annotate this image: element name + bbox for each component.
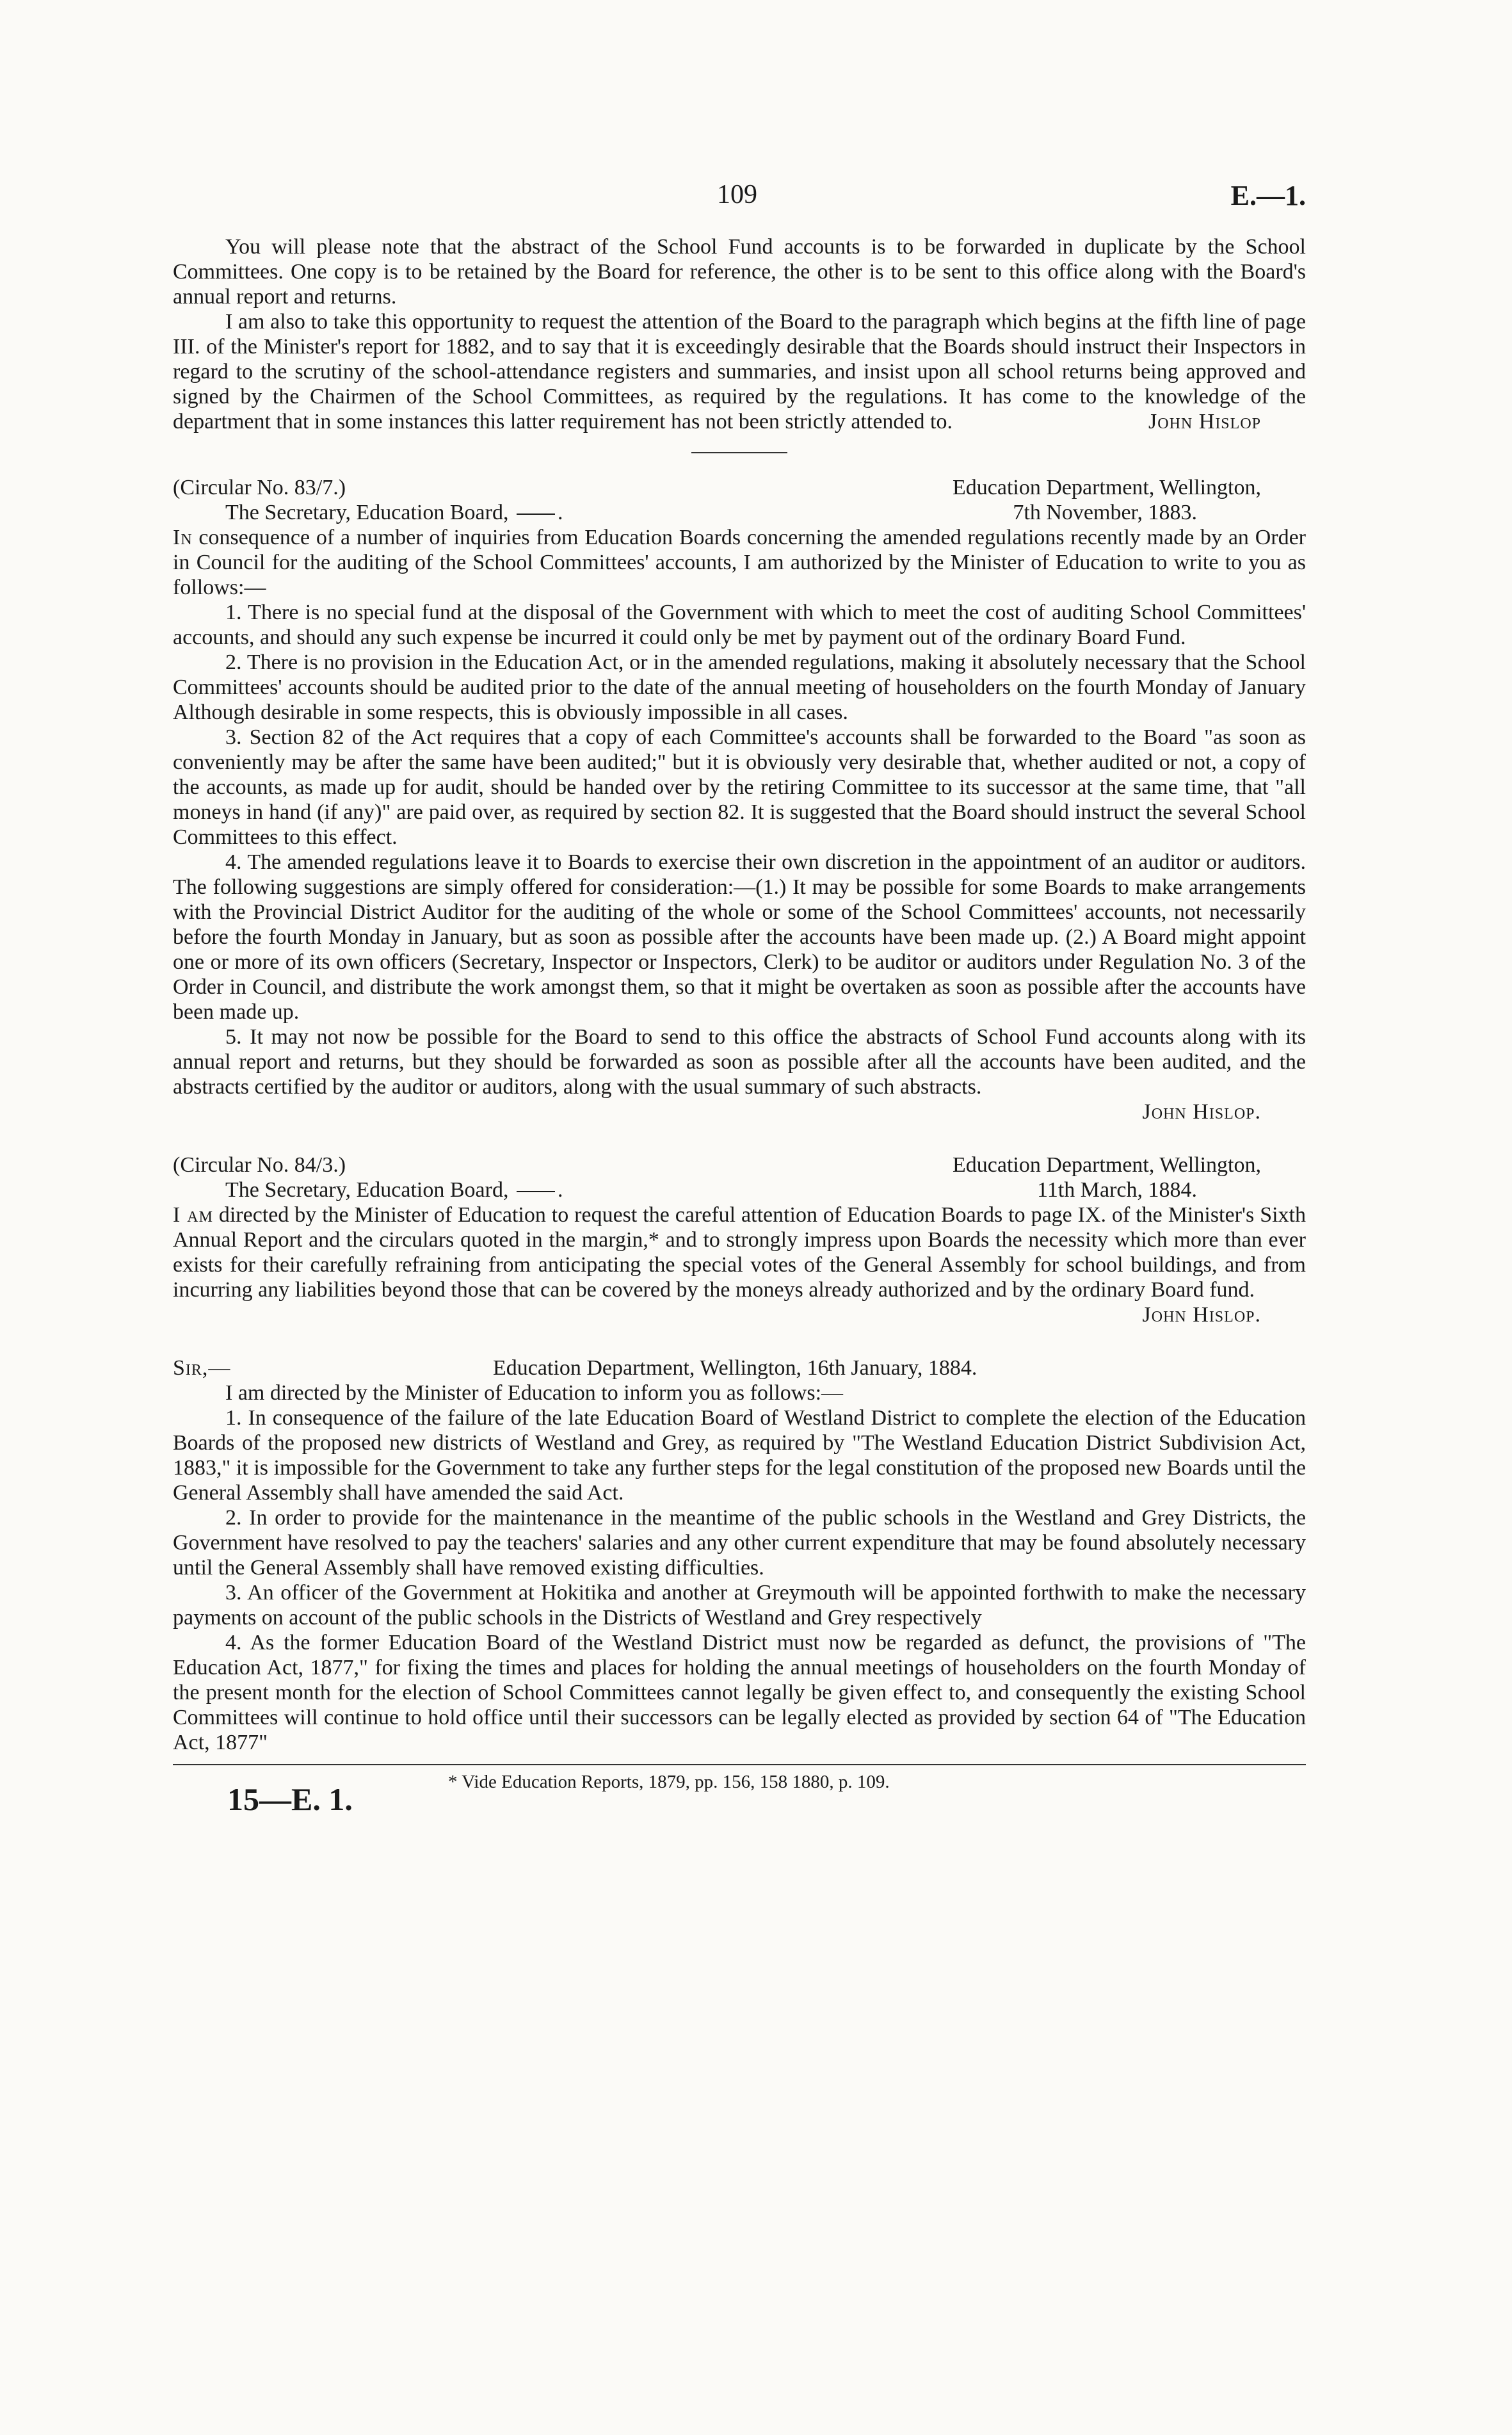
document-reference: E.—1. [1230,180,1306,211]
addressee: The Secretary, Education Board, [225,1178,509,1202]
section-circular-84-3 [173,1153,1306,1327]
circular-number: (Circular No. 83/7.) [173,476,346,499]
paragraph: 2. In order to provide for the maintenance in the meantime of the public schools in the Westland and Grey Districts, the Government have resolved to pay the teachers' salaries and any other current expenditure that may be found absolutely necessary until the General Assembly shall have removed existing difficulties. [173,1506,1306,1580]
salutation-row [173,1355,1306,1380]
section-westland-letter [173,1355,1306,1755]
intro-paragraph [173,525,1306,600]
section-school-fund-note [173,234,1306,434]
signature: John Hislop. [1142,1303,1261,1327]
paragraph: You will please note that the abstract of the School Fund accounts is to be forwarded in duplicate by the School Committees. One copy is to be retained by the Board for reference, the other is to be sent to this office along with the Board's annual report and returns. [173,235,1306,309]
salutation: Sir,— [173,1356,231,1380]
circular-number: (Circular No. 84/3.) [173,1153,346,1177]
signature-mark: 15—E. 1. [227,1781,353,1817]
intro-text: consequence of a number of inquiries from Education Boards concerning the amended regulations recently made by an Order in Council for the auditing of the School Committees' accounts, I am authorized by the Minister of Education to write to you as follows:— [173,526,1306,599]
paragraph: 5. It may not now be possible for the Board to send to this office the abstracts of School Fund accounts along with its annual report and returns, but they should be forwarded as soon as possible after all the accounts have been audited, and the abstracts certified by the auditor or auditors, along with the usual summary of such abstracts. [173,1025,1306,1099]
circular-date: 11th March, 1884. [1037,1178,1197,1202]
circular-date: 7th November, 1883. [1013,501,1197,524]
body-text: directed by the Minister of Education to request the careful attention of Education Boards to page IX. of the Minister's Sixth Annual Report and the circulars quoted in the margin,* and to strongly impress upon Boards the necessity which more than ever exists for their carefully refraining from anticipating the special votes of the General Assembly for school buildings, and from incurring any liabilities beyond those that can be covered by the moneys already authorized and by the ordinary Board fund. [173,1203,1306,1302]
signature: John Hislop. [1142,1100,1261,1124]
spacer [173,1327,1306,1355]
paragraph: 4. As the former Education Board of the Westland District must now be regarded as defunct, the provisions of "The Education Act, 1877," for fixing the times and places for holding the annual meetings of householders on the fourth Monday of the present month for the election of School Committees cannot legally be given effect to, and consequently the existing School Committees will continue to hold office until their successors can be legally elected as provided by section 64 of "The Education Act, 1877" [173,1631,1306,1754]
office-date: Education Department, Wellington, 16th January, 1884. [493,1356,977,1380]
intro-paragraph: I am directed by the Minister of Education to inform you as follows:— [225,1381,844,1405]
page-number: 109 [717,180,757,209]
addressee: The Secretary, Education Board, [225,501,509,524]
paragraph: 3. An officer of the Government at Hokitika and another at Greymouth will be appointed forthwith to make the necessary payments on account of the public schools in the Districts of Westland and Grey respectively [173,1581,1306,1630]
lead-word: In [173,526,193,549]
blank-dash [517,1191,555,1192]
footnote: * Vide Education Reports, 1879, pp. 156, 158 1880, p. 109. [448,1772,890,1792]
body-paragraph [173,1202,1306,1302]
lead-word: I am [173,1203,213,1227]
paragraph: I am also to take this opportunity to request the attention of the Board to the paragraph which begins at the fifth line of page III. of the Minister's report for 1882, and to say that it is exceedingly desirable that the Boards should instruct their Inspectors in regard to the scrutiny of the school-attendance registers and summaries, and insist upon all school returns being approved and signed by the Chairmen of the School Committees, as required by the regulations. It has come to the knowledge of the department that in some instances this latter requirement has not been strictly attended to. [173,310,1306,433]
signature: John Hislop [1148,410,1261,433]
office-address: Education Department, Wellington, [953,1153,1261,1177]
paragraph: 2. There is no provision in the Education Act, or in the amended regulations, making it absolutely necessary that the School Committees' accounts should be audited prior to the date of the annual meeting of householders on the fourth Monday of January Although desirable in some respects, this is obviously impossible in all cases. [173,651,1306,724]
footer-rule [173,1764,1306,1765]
spacer [173,1124,1306,1153]
addressee-row: The Secretary, Education Board, . 7th November, 1883. [225,501,1197,524]
circular-heading [173,1153,1306,1177]
blank-dash [517,514,555,515]
page-header [173,179,1306,218]
document-page [173,179,1306,1816]
paragraph: 3. Section 82 of the Act requires that a copy of each Committee's accounts shall be forwarded to the Board "as soon as conveniently may be after the same have been audited;" but it is obviously very desirable that, whether audited or not, a copy of the accounts, as made up for audit, should be handed over by the retiring Committee to its successor at the same time, that "all moneys in hand (if any)" are paid over, as required by section 82. It is suggested that the Board should instruct the several School Committees to this effect. [173,725,1306,849]
circular-heading [173,475,1306,500]
page-footer [173,1772,1306,1816]
paragraph: 4. The amended regulations leave it to Boards to exercise their own discretion in the appointment of an auditor or auditors. The following suggestions are simply offered for consideration:—(1.) It may be possible for some Boards to make arrangements with the Provincial District Auditor for the auditing of the whole or some of the School Committees' accounts, not necessarily before the fourth Monday in January, but as soon as possible after the accounts have been made up. (2.) A Board might appoint one or more of its own officers (Secretary, Inspector or Inspectors, Clerk) to be auditor or auditors under Regulation No. 3 of the Order in Council, and distribute the work amongst them, so that it might be overtaken as soon as possible after the accounts have been made up. [173,850,1306,1024]
office-address: Education Department, Wellington, [953,476,1261,499]
divider [691,452,787,453]
section-circular-83-7 [173,475,1306,1124]
paragraph: 1. There is no special fund at the disposal of the Government with which to meet the cost of auditing School Committees' accounts, and should any such expense be incurred it could only be met by payment out of the ordinary Board Fund. [173,601,1306,649]
paragraph: 1. In consequence of the failure of the late Education Board of Westland District to complete the election of the Education Boards of the proposed new districts of Westland and Grey, as required by "The Westland Education District Subdivision Act, 1883," it is impossible for the Government to take any further steps for the legal constitution of the proposed new Boards until the General Assembly shall have amended the said Act. [173,1406,1306,1505]
addressee-row: The Secretary, Education Board, . 11th March, 1884. [225,1178,1197,1202]
